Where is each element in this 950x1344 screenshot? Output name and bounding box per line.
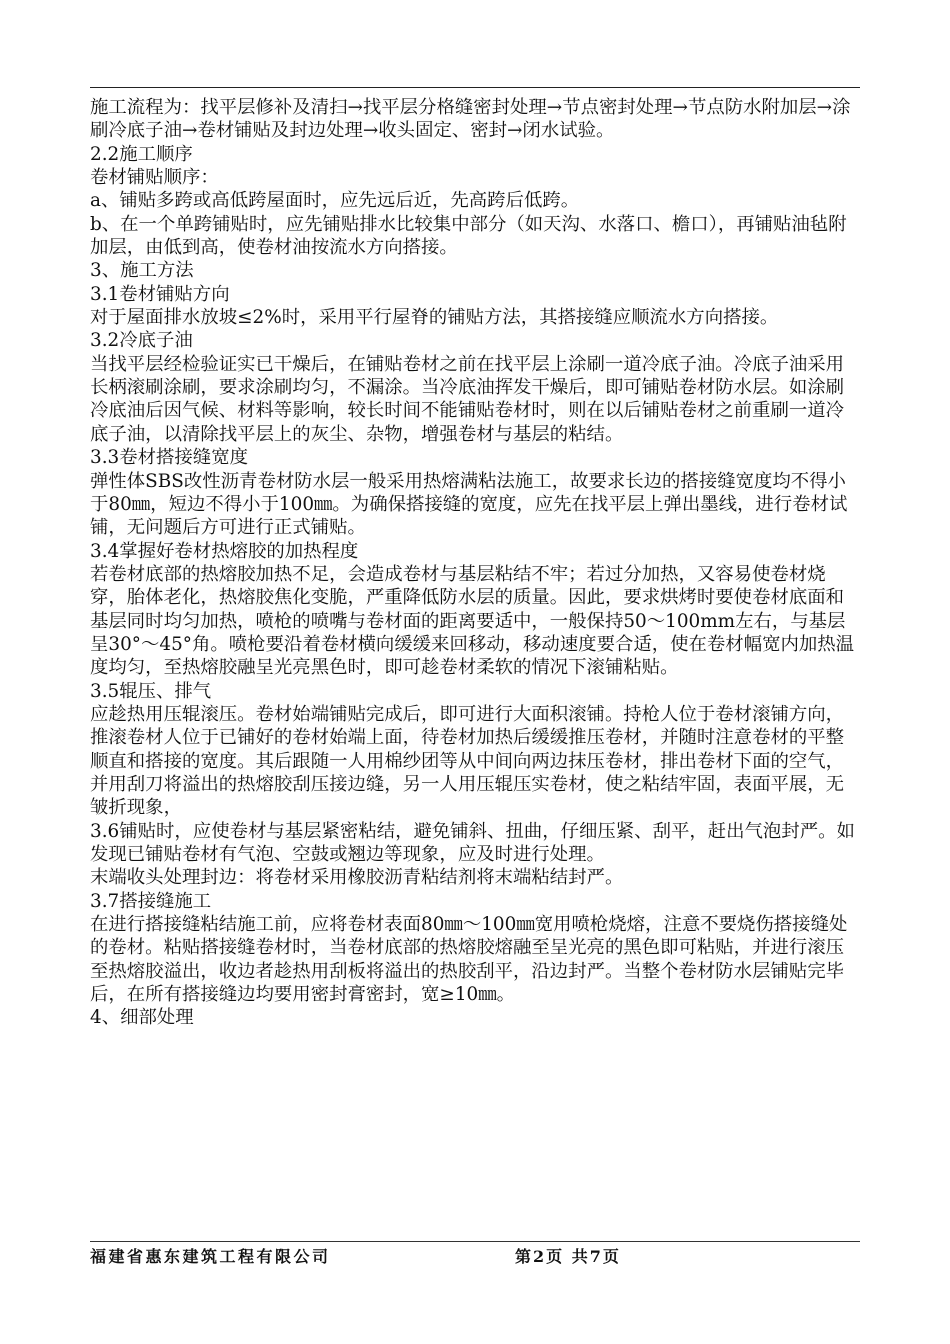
section-heading: 3.3卷材搭接缝宽度 (90, 447, 248, 469)
paragraph: 应趁热用压辊滚压。卷材始端铺贴完成后，即可进行大面积滚铺。持枪人位于卷材滚铺方向，推滚卷材人位于已铺好的卷材始端上面，待卷材加热后缓缓推压卷材，并随时注意卷材的平整顺直和搭接的宽度。其后跟随一人用棉纱团等从中间向两边抹压卷材，排出卷材下面的空气，并用刮刀将溢出的热熔胶刮压接边缝，另一人用压辊压实卷材，使之粘结牢固，表面平展，无皱折现象， (90, 703, 845, 819)
footer-rule (90, 1241, 860, 1242)
paragraph: 在进行搭接缝粘结施工前，应将卷材表面80㎜～100㎜宽用喷枪烧熔，注意不要烧伤搭接缝处的卷材。粘贴搭接缝卷材时，当卷材底部的热熔胶熔融至呈光亮的黑色即可粘贴，并进行滚压至热熔胶溢出，收边者趁热用刮板将溢出的热胶刮平，沿边封严。当整个卷材防水层铺贴完毕后，在所有搭接缝边均要用密封膏密封，宽≥10㎜。 (90, 914, 848, 1006)
header-rule (90, 87, 860, 88)
section-heading: 3.5辊压、排气 (90, 680, 212, 702)
paragraph: 弹性体SBS改性沥青卷材防水层一般采用热熔满粘法施工，故要求长边的搭接缝宽度均不得小于80㎜，短边不得小于100㎜。为确保搭接缝的宽度，应先在找平层上弹出墨线，进行卷材试铺，无问题后方可进行正式铺贴。 (90, 470, 848, 539)
paragraph: 对于屋面排水放坡≤2%时，采用平行屋脊的铺贴方法，其搭接缝应顺流水方向搭接。 (90, 307, 779, 329)
paragraph: 卷材铺贴顺序： (90, 167, 219, 189)
paragraph: b、在一个单跨铺贴时，应先铺贴排水比较集中部分（如天沟、水落口、檐口），再铺贴油毡附加层，由低到高，使卷材油按流水方向搭接。 (90, 213, 847, 259)
section-heading: 3.2冷底子油 (90, 330, 193, 352)
section-heading: 3.7搭接缝施工 (90, 890, 212, 912)
paragraph: 施工流程为：找平层修补及清扫→找平层分格缝密封处理→节点密封处理→节点防水附加层→涂刷冷底子油→卷材铺贴及封边处理→收头固定、密封→闭水试验。 (90, 97, 851, 142)
section-heading: 3.4掌握好卷材热熔胶的加热程度 (90, 540, 359, 562)
footer-page-number: 第2页 共7页 (515, 1247, 621, 1266)
paragraph: 末端收头处理封边：将卷材采用橡胶沥青粘结剂将末端粘结封严。 (90, 867, 624, 889)
paragraph: 当找平层经检验证实已干燥后，在铺贴卷材之前在找平层上涂刷一道冷底子油。冷底子油采用长柄滚刷涂刷，要求涂刷均匀，不漏涂。当冷底油挥发干燥后，即可铺贴卷材防水层。如涂刷冷底油后因气候、材料等影响，较长时间不能铺贴卷材时，则在以后铺贴卷材之前重刷一道冷底子油，以清除找平层上的灰尘、杂物，增强卷材与基层的粘结。 (90, 353, 845, 445)
document-body (90, 96, 862, 1030)
section-heading: 3、施工方法 (90, 260, 194, 282)
page-footer (90, 1244, 860, 1268)
section-heading: 2.2施工顺序 (90, 143, 193, 165)
paragraph: 若卷材底部的热熔胶加热不足，会造成卷材与基层粘结不牢；若过分加热，又容易使卷材烧穿，胎体老化，热熔胶焦化变脆，严重降低防水层的质量。因此，要求烘烤时要使卷材底面和基层同时均匀加热，喷枪的喷嘴与卷材面的距离要适中，一般保持50～100mm左右，与基层呈30°～45°角。喷枪要沿着卷材横向缓缓来回移动，移动速度要合适，使在卷材幅宽内加热温度均匀，至热熔胶融呈光亮黑色时，即可趁卷材柔软的情况下滚铺粘贴。 (90, 563, 855, 679)
paragraph: 3.6铺贴时，应使卷材与基层紧密粘结，避免铺斜、扭曲，仔细压紧、刮平，赶出气泡封严。如发现已铺贴卷材有气泡、空鼓或翘边等现象，应及时进行处理。 (90, 820, 855, 865)
section-heading: 3.1卷材铺贴方向 (90, 283, 230, 305)
footer-company: 福建省惠东建筑工程有限公司 (90, 1247, 331, 1266)
paragraph: a、铺贴多跨或高低跨屋面时，应先远后近，先高跨后低跨。 (90, 190, 580, 212)
section-heading: 4、细部处理 (90, 1007, 194, 1029)
